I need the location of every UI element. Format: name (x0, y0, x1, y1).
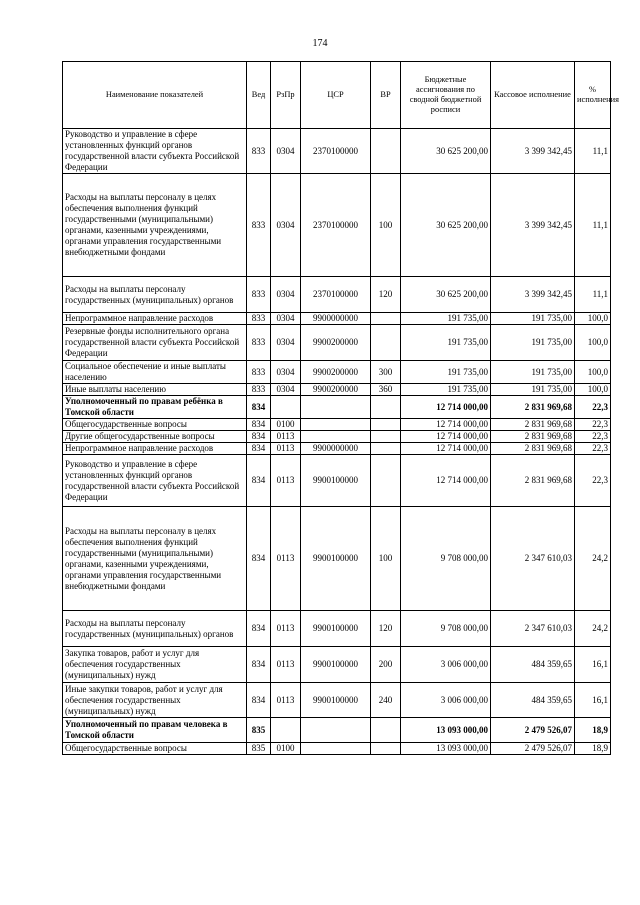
table-row (63, 743, 611, 755)
row-name: Непрограммное направление расходов (63, 313, 247, 325)
row-vr: 120 (371, 611, 401, 647)
col-header-vr: ВР (371, 62, 401, 129)
row-budget: 30 625 200,00 (401, 277, 491, 313)
row-vr (371, 455, 401, 507)
row-ved: 833 (247, 277, 271, 313)
row-csr: 9900200000 (301, 325, 371, 361)
row-rzpr: 0100 (271, 743, 301, 755)
row-percent: 22,3 (575, 443, 611, 455)
row-vr (371, 743, 401, 755)
row-budget: 9 708 000,00 (401, 507, 491, 611)
row-csr: 9900000000 (301, 313, 371, 325)
row-budget: 12 714 000,00 (401, 396, 491, 419)
row-rzpr: 0113 (271, 683, 301, 718)
row-budget: 9 708 000,00 (401, 611, 491, 647)
row-csr (301, 743, 371, 755)
row-rzpr: 0304 (271, 277, 301, 313)
row-name: Руководство и управление в сфере установленных функций органов государственной власти субъекта Российской Федерации (63, 129, 247, 174)
row-cash: 191 735,00 (491, 384, 575, 396)
col-header-cash: Кассовое исполнение (491, 62, 575, 129)
row-name: Уполномоченный по правам человека в Томской области (63, 718, 247, 743)
row-name: Расходы на выплаты персоналу государственных (муниципальных) органов (63, 277, 247, 313)
table-row (63, 396, 611, 419)
row-percent: 22,3 (575, 455, 611, 507)
row-csr: 9900100000 (301, 611, 371, 647)
row-cash: 2 347 610,03 (491, 611, 575, 647)
row-vr (371, 419, 401, 431)
table-row (63, 419, 611, 431)
row-budget: 191 735,00 (401, 313, 491, 325)
row-rzpr: 0113 (271, 443, 301, 455)
row-vr (371, 718, 401, 743)
row-rzpr: 0304 (271, 361, 301, 384)
row-csr: 9900100000 (301, 683, 371, 718)
row-rzpr: 0100 (271, 419, 301, 431)
row-cash: 3 399 342,45 (491, 174, 575, 277)
row-percent: 100,0 (575, 361, 611, 384)
row-rzpr: 0113 (271, 455, 301, 507)
row-csr (301, 431, 371, 443)
row-rzpr (271, 396, 301, 419)
row-ved: 833 (247, 313, 271, 325)
row-budget: 191 735,00 (401, 361, 491, 384)
row-vr: 100 (371, 507, 401, 611)
row-budget: 12 714 000,00 (401, 431, 491, 443)
row-rzpr (271, 718, 301, 743)
row-name: Социальное обеспечение и иные выплаты населению (63, 361, 247, 384)
row-percent: 24,2 (575, 611, 611, 647)
row-cash: 2 831 969,68 (491, 443, 575, 455)
row-cash: 2 831 969,68 (491, 396, 575, 419)
row-ved: 833 (247, 129, 271, 174)
row-csr (301, 396, 371, 419)
row-name: Расходы на выплаты персоналу в целях обеспечения выполнения функций государственными (муниципальными) органами, казенными учреждениями, органами управления государственными внебюджетными фондами (63, 174, 247, 277)
row-name: Расходы на выплаты персоналу в целях обеспечения выполнения функций государственными (муниципальными) органами, казенными учреждениями, органами управления государственными внебюджетными фондами (63, 507, 247, 611)
row-budget: 12 714 000,00 (401, 419, 491, 431)
row-ved: 834 (247, 419, 271, 431)
table-row (63, 683, 611, 718)
row-budget: 3 006 000,00 (401, 647, 491, 683)
row-cash: 484 359,65 (491, 647, 575, 683)
table-row (63, 361, 611, 384)
row-csr: 2370100000 (301, 129, 371, 174)
table-row (63, 718, 611, 743)
row-cash: 2 831 969,68 (491, 419, 575, 431)
table-row (63, 443, 611, 455)
table-row (63, 384, 611, 396)
table-header-row (63, 62, 611, 129)
row-ved: 833 (247, 384, 271, 396)
row-rzpr: 0113 (271, 431, 301, 443)
row-rzpr: 0113 (271, 611, 301, 647)
row-budget: 12 714 000,00 (401, 443, 491, 455)
row-rzpr: 0113 (271, 507, 301, 611)
row-percent: 16,1 (575, 647, 611, 683)
row-cash: 2 831 969,68 (491, 431, 575, 443)
row-vr: 240 (371, 683, 401, 718)
table-row (63, 455, 611, 507)
table-row (63, 611, 611, 647)
row-cash: 191 735,00 (491, 361, 575, 384)
row-percent: 22,3 (575, 396, 611, 419)
row-name: Непрограммное направление расходов (63, 443, 247, 455)
row-name: Руководство и управление в сфере установленных функций органов государственной власти субъекта Российской Федерации (63, 455, 247, 507)
page-number: 174 (312, 38, 328, 49)
row-csr (301, 718, 371, 743)
row-percent: 11,1 (575, 129, 611, 174)
row-percent: 24,2 (575, 507, 611, 611)
row-rzpr: 0113 (271, 647, 301, 683)
row-csr: 9900200000 (301, 384, 371, 396)
row-vr: 120 (371, 277, 401, 313)
col-header-rzpr: РзПр (271, 62, 301, 129)
col-header-name: Наименование показателей (63, 62, 247, 129)
row-ved: 834 (247, 507, 271, 611)
row-csr: 2370100000 (301, 277, 371, 313)
row-percent: 100,0 (575, 325, 611, 361)
row-percent: 16,1 (575, 683, 611, 718)
row-percent: 18,9 (575, 718, 611, 743)
table-row (63, 277, 611, 313)
table-row (63, 431, 611, 443)
row-budget: 3 006 000,00 (401, 683, 491, 718)
row-rzpr: 0304 (271, 129, 301, 174)
row-vr (371, 313, 401, 325)
row-ved: 833 (247, 361, 271, 384)
row-vr: 100 (371, 174, 401, 277)
table-row (63, 174, 611, 277)
row-csr: 9900100000 (301, 455, 371, 507)
row-csr: 9900100000 (301, 647, 371, 683)
row-percent: 100,0 (575, 384, 611, 396)
row-name: Резервные фонды исполнительного органа государственной власти субъекта Российской Федерации (63, 325, 247, 361)
row-csr: 9900200000 (301, 361, 371, 384)
row-budget: 12 714 000,00 (401, 455, 491, 507)
row-name: Иные выплаты населению (63, 384, 247, 396)
row-vr (371, 443, 401, 455)
row-budget: 191 735,00 (401, 325, 491, 361)
row-csr: 9900100000 (301, 507, 371, 611)
row-ved: 833 (247, 174, 271, 277)
row-cash: 3 399 342,45 (491, 277, 575, 313)
col-header-budget: Бюджетные ассигнования по сводной бюджетной росписи (401, 62, 491, 129)
table-row (63, 325, 611, 361)
row-name: Иные закупки товаров, работ и услуг для обеспечения государственных (муниципальных) нужд (63, 683, 247, 718)
row-vr (371, 396, 401, 419)
row-cash: 191 735,00 (491, 313, 575, 325)
row-name: Закупка товаров, работ и услуг для обеспечения государственных (муниципальных) нужд (63, 647, 247, 683)
row-cash: 484 359,65 (491, 683, 575, 718)
row-vr: 200 (371, 647, 401, 683)
row-rzpr: 0304 (271, 325, 301, 361)
row-rzpr: 0304 (271, 174, 301, 277)
row-rzpr: 0304 (271, 384, 301, 396)
row-csr: 2370100000 (301, 174, 371, 277)
row-percent: 100,0 (575, 313, 611, 325)
row-percent: 22,3 (575, 419, 611, 431)
row-csr (301, 419, 371, 431)
row-cash: 2 479 526,07 (491, 743, 575, 755)
row-ved: 835 (247, 718, 271, 743)
row-vr (371, 325, 401, 361)
row-ved: 833 (247, 325, 271, 361)
row-vr: 300 (371, 361, 401, 384)
row-rzpr: 0304 (271, 313, 301, 325)
row-budget: 191 735,00 (401, 384, 491, 396)
col-header-csr: ЦСР (301, 62, 371, 129)
table-row (63, 313, 611, 325)
row-name: Общегосударственные вопросы (63, 743, 247, 755)
row-cash: 2 831 969,68 (491, 455, 575, 507)
row-vr (371, 431, 401, 443)
row-csr: 9900000000 (301, 443, 371, 455)
row-ved: 834 (247, 455, 271, 507)
row-ved: 835 (247, 743, 271, 755)
row-cash: 2 347 610,03 (491, 507, 575, 611)
row-vr (371, 129, 401, 174)
row-ved: 834 (247, 443, 271, 455)
row-budget: 30 625 200,00 (401, 174, 491, 277)
table-row (63, 129, 611, 174)
row-ved: 834 (247, 396, 271, 419)
row-cash: 3 399 342,45 (491, 129, 575, 174)
row-percent: 18,9 (575, 743, 611, 755)
col-header-ved: Вед (247, 62, 271, 129)
row-ved: 834 (247, 431, 271, 443)
row-percent: 22,3 (575, 431, 611, 443)
row-vr: 360 (371, 384, 401, 396)
row-budget: 30 625 200,00 (401, 129, 491, 174)
budget-execution-table (62, 61, 619, 755)
row-percent: 11,1 (575, 277, 611, 313)
table-row (63, 507, 611, 611)
col-header-percent: % исполнения (575, 62, 611, 129)
row-name: Общегосударственные вопросы (63, 419, 247, 431)
table-row (63, 647, 611, 683)
row-cash: 2 479 526,07 (491, 718, 575, 743)
row-name: Расходы на выплаты персоналу государственных (муниципальных) органов (63, 611, 247, 647)
row-budget: 13 093 000,00 (401, 718, 491, 743)
row-name: Другие общегосударственные вопросы (63, 431, 247, 443)
row-name: Уполномоченный по правам ребёнка в Томской области (63, 396, 247, 419)
row-budget: 13 093 000,00 (401, 743, 491, 755)
row-cash: 191 735,00 (491, 325, 575, 361)
row-percent: 11,1 (575, 174, 611, 277)
row-ved: 834 (247, 647, 271, 683)
row-ved: 834 (247, 611, 271, 647)
row-ved: 834 (247, 683, 271, 718)
